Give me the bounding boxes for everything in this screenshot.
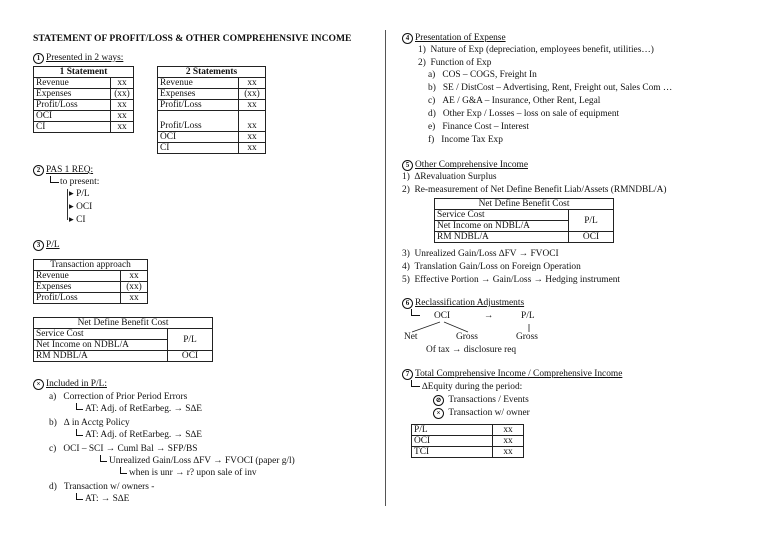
two-statements-table: 2 Statements Revenue xx Expenses (xx) Profit/Loss xx Profit/Loss xx OCI xx CI xx <box>157 66 266 154</box>
list-subitem: a) COS – COGS, Freight In <box>428 70 537 80</box>
circled-x-icon: × <box>433 408 444 419</box>
circled-number: 6 <box>402 298 413 309</box>
reclass-gross: Gross <box>516 332 538 342</box>
branch-arrow-icon <box>76 429 83 436</box>
circled-number: 7 <box>402 369 413 380</box>
tci-table: P/L xx OCI xx TCI xx <box>411 424 524 458</box>
list-item: b) ∆ in Acctg Policy <box>49 418 130 428</box>
reclass-note: Of tax → disclosure req <box>426 345 517 355</box>
branch-arrow-icon <box>76 403 83 410</box>
section-2-heading: 2 PAS 1 REQ: <box>33 165 93 176</box>
reclass-oci: OCI <box>434 311 451 321</box>
table-header: 2 Statements <box>158 67 266 78</box>
list-subitem: AT: Adj. of RetEarbeg. → S∆E <box>85 430 202 440</box>
circled-number: 3 <box>33 240 44 251</box>
section-5-heading: 5 Other Comprehensive Income <box>402 160 528 171</box>
list-item: d) Transaction w/ owners - <box>49 482 155 492</box>
section-4-heading: 4 Presentation of Expense <box>402 33 506 44</box>
reclass-net: Net <box>404 332 418 342</box>
list-subitem: c) AE / G&A – Insurance, Other Rent, Legal <box>428 96 601 106</box>
table-header: Transaction approach <box>34 260 148 271</box>
section-1-heading: 1 Presented in 2 ways: <box>33 53 123 64</box>
list-subitem: b) SE / DistCost – Advertising, Rent, Freight out, Sales Com … <box>428 83 673 93</box>
section-7-heading: 7 Total Comprehensive Income / Comprehensive Income <box>402 369 622 380</box>
section-3-heading: 3 P/L <box>33 240 60 251</box>
branch-arrow-icon <box>411 309 420 316</box>
list-item: 1) Nature of Exp (depreciation, employees benefit, utilities…) <box>418 45 654 55</box>
list-item: c) OCI – SCI → Cuml Bal → SFP/BS <box>49 444 198 454</box>
reclass-arrow: → <box>484 311 494 321</box>
list-item: ▸ P/L <box>69 189 90 199</box>
list-subitem: when is unr → r? upon sale of inv <box>129 468 257 478</box>
list-item: 2) Re-measurement of Net Define Benefit Liab/Assets (RMNDBL/A) <box>402 185 667 195</box>
column-divider <box>385 30 386 506</box>
circled-number: 2 <box>33 165 44 176</box>
pas1-subtext: to present: <box>60 177 100 187</box>
circled-slash-icon: ⊘ <box>433 395 444 406</box>
branch-arrow-icon <box>100 455 107 462</box>
one-statement-table: 1 Statement Revenue xx Expenses (xx) Profit/Loss xx OCI xx CI xx <box>33 66 134 133</box>
table-header: Net Define Benefit Cost <box>34 318 213 329</box>
list-subitem: f) Income Tax Exp <box>428 135 503 145</box>
branch-arrow-icon <box>411 380 420 387</box>
branch-line <box>67 189 68 220</box>
list-item: 1) ∆Revaluation Surplus <box>402 172 497 182</box>
list-item: ▸ OCI <box>69 202 93 212</box>
tci-subtext: ∆Equity during the period: <box>422 382 523 392</box>
circled-number: 5 <box>402 160 413 171</box>
list-subitem: Unrealized Gain/Loss ∆FV → FVOCI (paper g/l) <box>109 456 295 466</box>
list-item: 3) Unrealized Gain/Loss ∆FV → FVOCI <box>402 249 559 259</box>
table-header: 1 Statement <box>34 67 134 78</box>
list-item: 4) Translation Gain/Loss on Foreign Operation <box>402 262 581 272</box>
circled-number: 4 <box>402 33 413 44</box>
branch-arrow-icon <box>50 176 59 183</box>
net-define-benefit-table: Net Define Benefit Cost Service Cost P/L Net Income on NDBL/A RM NDBL/A OCI <box>33 317 213 362</box>
list-subitem: d) Other Exp / Losses – loss on sale of equipment <box>428 109 620 119</box>
included-heading: × Included in P/L: <box>33 379 107 390</box>
section-6-heading: 6 Reclassification Adjustments <box>402 298 524 309</box>
list-item: a) Correction of Prior Period Errors <box>49 392 188 402</box>
list-subitem: AT: Adj. of RetEarbeg. → S∆E <box>85 404 202 414</box>
table-header: Net Define Benefit Cost <box>435 199 614 210</box>
list-item: 5) Effective Portion → Gain/Loss → Hedging instrument <box>402 275 621 285</box>
list-item: ⊘ Transactions / Events <box>433 395 529 406</box>
list-item: 2) Function of Exp <box>418 58 492 68</box>
branch-arrow-icon <box>120 467 127 474</box>
reclass-gross: Gross <box>456 332 478 342</box>
oci-net-define-benefit-table: Net Define Benefit Cost Service Cost P/L Net Income on NDBL/A RM NDBL/A OCI <box>434 198 614 243</box>
list-item: ▸ CI <box>69 215 86 225</box>
transaction-approach-table: Transaction approach Revenue xx Expenses (xx) Profit/Loss xx <box>33 259 148 304</box>
list-item: × Transaction w/ owner <box>433 408 530 419</box>
circled-number: 1 <box>33 53 44 64</box>
list-subitem: e) Finance Cost – Interest <box>428 122 530 132</box>
list-subitem: AT: → S∆E <box>85 494 130 504</box>
branch-arrow-icon <box>76 493 83 500</box>
reclass-pl: P/L <box>521 311 535 321</box>
page-title: STATEMENT OF PROFIT/LOSS & OTHER COMPREHENSIVE INCOME <box>33 33 352 44</box>
circled-x-icon: × <box>33 379 44 390</box>
